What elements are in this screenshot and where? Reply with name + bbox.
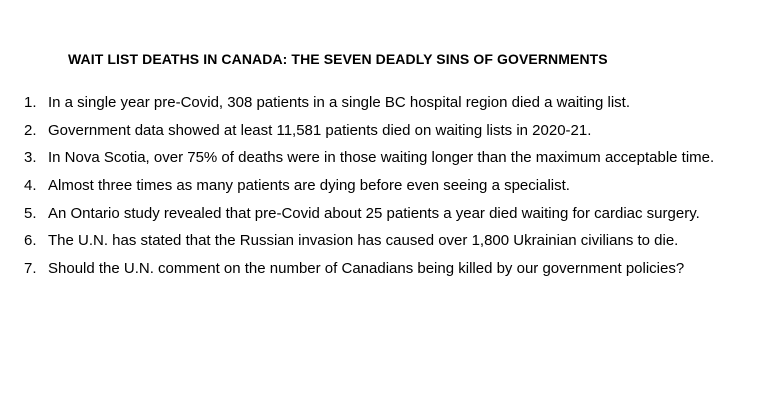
list-item-number: 3. — [24, 149, 37, 167]
list-item — [24, 177, 714, 205]
numbered-list — [24, 94, 714, 288]
list-item-text: Should the U.N. comment on the number of Canadians being killed by our government policies? — [48, 260, 685, 278]
list-item-text: Government data showed at least 11,581 patients died on waiting lists in 2020-21. — [48, 121, 592, 139]
document-title: WAIT LIST DEATHS IN CANADA: THE SEVEN DEADLY SINS OF GOVERNMENTS — [68, 51, 608, 67]
list-item-text: In Nova Scotia, over 75% of deaths were in those waiting longer than the maximum acceptable time. — [48, 149, 715, 167]
list-item — [24, 232, 714, 260]
list-item-number: 4. — [24, 177, 37, 195]
list-item-number: 5. — [24, 204, 37, 222]
list-item — [24, 149, 714, 177]
list-item-text: An Ontario study revealed that pre-Covid about 25 patients a year died waiting for cardiac surgery. — [48, 204, 700, 222]
list-item — [24, 205, 714, 233]
list-item-number: 7. — [24, 260, 37, 278]
list-item — [24, 260, 714, 288]
list-item-number: 1. — [24, 94, 37, 111]
list-item-number: 2. — [24, 121, 37, 139]
list-item — [24, 122, 714, 150]
list-item-text: The U.N. has stated that the Russian invasion has caused over 1,800 Ukrainian civilians to die. — [48, 232, 679, 250]
list-item-number: 6. — [24, 232, 37, 250]
list-item-text: In a single year pre-Covid, 308 patients in a single BC hospital region died a waiting list. — [48, 94, 630, 111]
list-item — [24, 94, 714, 122]
list-item-text: Almost three times as many patients are dying before even seeing a specialist. — [48, 177, 570, 195]
